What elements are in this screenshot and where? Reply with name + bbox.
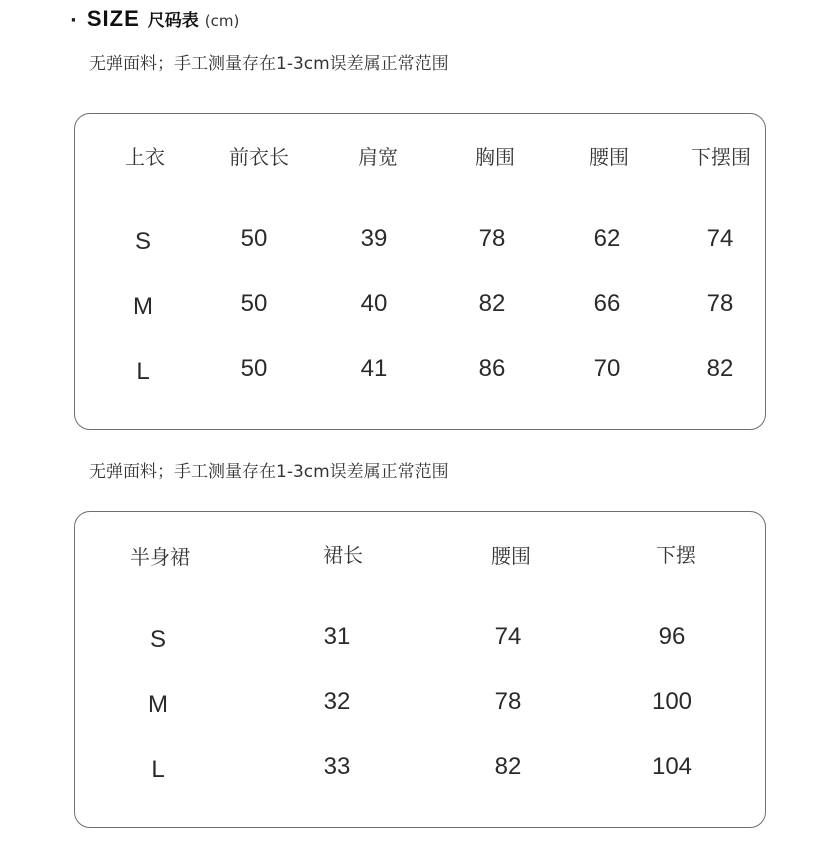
table-header-cell: 下摆 xyxy=(656,543,696,567)
table-cell: 33 xyxy=(323,753,351,780)
tops-fabric-note: 无弹面料；手工测量存在1-3cm误差属正常范围 xyxy=(89,54,449,74)
table-header-cell: 半身裙 xyxy=(130,545,190,569)
size-title: SIZE xyxy=(86,6,140,31)
table-cell: M xyxy=(133,293,153,320)
table-cell: 74 xyxy=(494,623,522,650)
table-cell: 74 xyxy=(706,225,734,252)
table-header-cell: 腰围 xyxy=(491,544,531,568)
table-header-cell: 裙长 xyxy=(323,543,363,567)
table-cell: L xyxy=(151,756,165,783)
table-cell: 62 xyxy=(593,225,621,252)
table-header-cell: 下摆围 xyxy=(691,145,751,169)
size-chart-header xyxy=(70,6,239,34)
table-cell: 50 xyxy=(240,225,268,252)
table-cell: 31 xyxy=(323,623,351,650)
table-cell: 86 xyxy=(478,355,506,382)
table-header-cell: 前衣长 xyxy=(229,145,289,169)
table-cell: 78 xyxy=(478,225,506,252)
table-cell: 78 xyxy=(494,688,522,715)
table-header-cell: 胸围 xyxy=(475,145,515,169)
bullet-dot: · xyxy=(70,10,77,31)
table-cell: 82 xyxy=(706,355,734,382)
tops-size-table xyxy=(74,113,766,430)
table-cell: 39 xyxy=(360,225,388,252)
table-cell: 78 xyxy=(706,290,734,317)
table-cell: 70 xyxy=(593,355,621,382)
table-header-cell: 肩宽 xyxy=(358,145,398,169)
table-cell: S xyxy=(134,228,152,255)
table-cell: 66 xyxy=(593,290,621,317)
table-cell: 50 xyxy=(240,290,268,317)
table-cell: 32 xyxy=(323,688,351,715)
table-cell: 40 xyxy=(360,290,388,317)
table-cell: 104 xyxy=(651,753,693,780)
size-chart-title-cn: 尺码表 xyxy=(147,11,199,31)
table-cell: M xyxy=(148,691,168,718)
table-header-cell: 上衣 xyxy=(125,145,165,169)
skirt-size-table xyxy=(74,511,766,828)
table-cell: 82 xyxy=(494,753,522,780)
table-cell: 96 xyxy=(658,623,686,650)
table-cell: 82 xyxy=(478,290,506,317)
skirt-fabric-note: 无弹面料；手工测量存在1-3cm误差属正常范围 xyxy=(89,462,449,482)
table-cell: 100 xyxy=(651,688,693,715)
table-cell: S xyxy=(149,626,167,653)
table-cell: L xyxy=(136,358,150,385)
table-header-cell: 腰围 xyxy=(589,145,629,169)
table-cell: 41 xyxy=(360,355,388,382)
table-cell: 50 xyxy=(240,355,268,382)
unit-label: (cm) xyxy=(204,12,240,30)
